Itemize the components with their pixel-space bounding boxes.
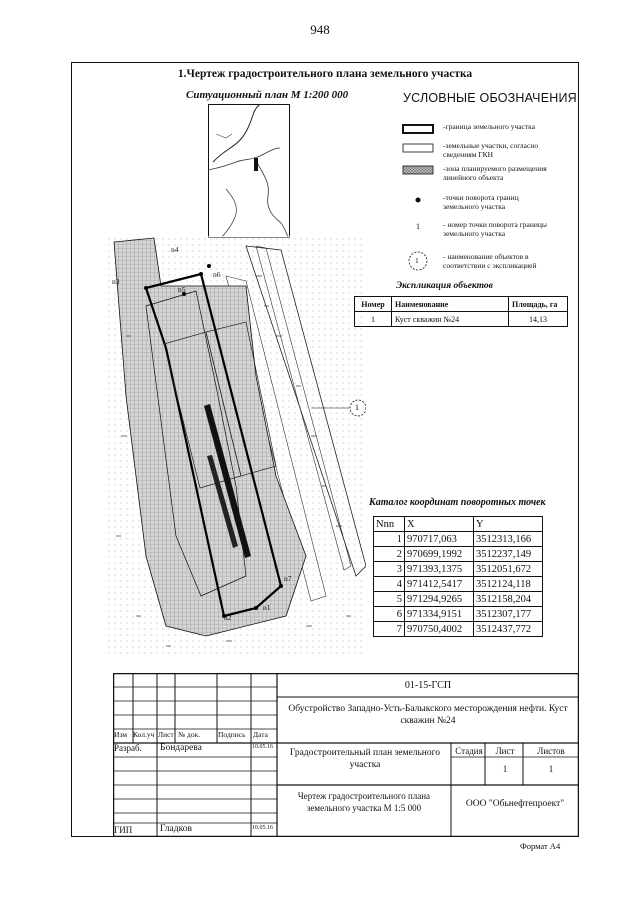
page-number: 948 <box>310 22 330 37</box>
table-row <box>374 532 543 547</box>
table-row <box>374 547 543 562</box>
col-header-koluch: Кол.уч <box>133 730 155 739</box>
legend-item-object-name: - наименование объектов в соответствии с экспликацией <box>443 252 537 270</box>
legend-symbols <box>400 120 440 280</box>
coord-cell: 5 <box>374 592 405 607</box>
coord-cell: 971334,9151 <box>405 607 474 622</box>
legend-title: УСЛОВНЫЕ ОБОЗНАЧЕНИЯ <box>403 91 577 105</box>
sheets-value: 1 <box>548 764 554 774</box>
expl-header-number: Номер <box>355 297 392 312</box>
coord-cell: 971294,9265 <box>405 592 474 607</box>
coord-header-x: X <box>405 517 474 532</box>
coord-cell: 971393,1375 <box>405 562 474 577</box>
sheets-header: Листов <box>537 746 565 756</box>
project-name: Обустройство Западно-Усть-Балыкского месторождения нефти. Куст скважин №24 <box>288 704 568 726</box>
land-boundary-symbol <box>403 125 433 133</box>
turn-point-symbol <box>416 198 421 203</box>
coord-cell: 3512437,772 <box>474 622 543 637</box>
coord-cell: 970717,063 <box>405 532 474 547</box>
linear-zone-symbol <box>403 166 433 174</box>
gip-name: Гладков <box>160 824 192 834</box>
expl-header-area: Площадь, га <box>509 297 568 312</box>
object-name-sample: 1 <box>415 256 419 265</box>
gkn-plots-symbol <box>403 144 433 152</box>
razrab-name: Бондарева <box>160 743 202 753</box>
coord-catalog-title: Каталог координат поворотных точек <box>369 497 546 508</box>
sheet-value: 1 <box>502 764 508 774</box>
coord-cell: 3512158,204 <box>474 592 543 607</box>
legend-item-point-number: - номер точки поворота границы земельного участка <box>443 220 547 238</box>
doc-code: 01-15-ГСП <box>404 680 452 691</box>
razrab-date: 10.05.16 <box>252 744 273 750</box>
col-header-izm: Изм <box>114 730 128 739</box>
table-row <box>374 607 543 622</box>
drawing-name: Чертеж градостроительного плана земельного участка М 1:5 000 <box>297 791 431 813</box>
table-row <box>374 592 543 607</box>
sheet-header: Лист <box>495 746 515 756</box>
coord-cell: 3512307,177 <box>474 607 543 622</box>
razrab-role: Разраб. <box>114 743 142 753</box>
coord-cell: 6 <box>374 607 405 622</box>
col-header-list: Лист <box>158 730 174 739</box>
coord-cell: 3512051,672 <box>474 562 543 577</box>
point-label-n7: n7 <box>284 574 292 583</box>
point-label-n4: n4 <box>171 245 179 254</box>
land-plot-map <box>106 236 366 656</box>
gip-date: 10.05.16 <box>252 825 273 831</box>
coord-header-y: Y <box>474 517 543 532</box>
main-title: 1.Чертеж градостроительного плана земельного участка <box>177 68 473 80</box>
coord-cell: 3 <box>374 562 405 577</box>
expl-header-name: Наименование <box>392 297 509 312</box>
point-label-n6: n6 <box>213 270 221 279</box>
legend-item-boundary: -граница земельного участка <box>443 122 536 131</box>
coord-catalog-table <box>373 516 543 637</box>
coord-cell: 970699,1992 <box>405 547 474 562</box>
coord-cell: 971412,5417 <box>405 577 474 592</box>
situation-plan-map <box>208 104 290 238</box>
point-label-n5: n5 <box>178 285 186 294</box>
legend-item-gkn: -земельные участки, согласно сведениям ГКН <box>443 141 539 159</box>
legend-item-zone: -зона планируемого размещения линейного объекта <box>443 164 547 182</box>
coord-cell: 2 <box>374 547 405 562</box>
explication-table <box>354 296 568 327</box>
coord-header-n: Nnn <box>374 517 405 532</box>
col-header-signature: Подпись <box>218 730 246 739</box>
format-label: Формат А4 <box>520 841 561 851</box>
coord-cell: 3512237,149 <box>474 547 543 562</box>
document-name: Градостроительный план земельного участка <box>289 748 441 770</box>
table-row <box>374 622 543 637</box>
coord-cell: 4 <box>374 577 405 592</box>
stage-header: Стадия <box>455 746 483 756</box>
point-label-n1: n1 <box>263 603 271 612</box>
coord-cell: 7 <box>374 622 405 637</box>
gip-role: ГИП <box>114 825 133 835</box>
point-label-n3: n3 <box>112 277 120 286</box>
col-header-date: Дата <box>253 730 268 739</box>
col-header-doc: № док. <box>178 730 201 739</box>
expl-cell-area: 14,13 <box>509 312 568 327</box>
point-number-sample: 1 <box>416 222 420 231</box>
explication-title: Экспликация объектов <box>396 281 493 291</box>
coord-cell: 3512313,166 <box>474 532 543 547</box>
table-row <box>374 562 543 577</box>
coord-cell: 1 <box>374 532 405 547</box>
company-name: ООО "Обьнефтепроект" <box>465 799 565 809</box>
legend-item-points: -точки поворота границ земельного участка <box>443 193 519 211</box>
expl-cell-number: 1 <box>355 312 392 327</box>
coord-cell: 970750,4002 <box>405 622 474 637</box>
coord-cell: 3512124,118 <box>474 577 543 592</box>
point-label-n2: n2 <box>224 613 232 622</box>
situation-plan-title: Ситуационный план М 1:200 000 <box>186 89 349 101</box>
object-label: 1 <box>355 403 359 412</box>
table-row <box>374 577 543 592</box>
expl-cell-name: Куст скважин №24 <box>392 312 509 327</box>
